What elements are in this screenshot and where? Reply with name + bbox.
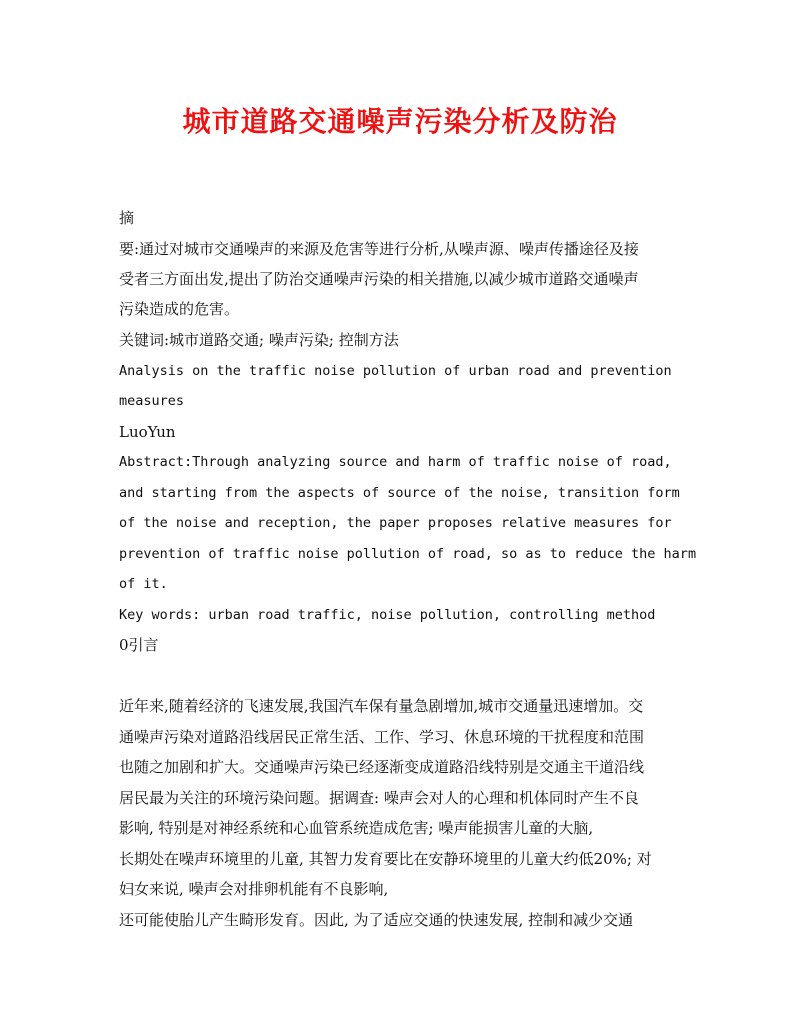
intro-line: 还可能使胎儿产生畸形发育。因此, 为了适应交通的快速发展, 控制和减少交通 [119, 911, 634, 929]
cn-abstract-label: 摘 [119, 209, 135, 227]
intro-line: 居民最为关注的环境污染问题。据调查: 噪声会对人的心理和机体同时产生不良 [119, 789, 639, 807]
cn-keywords: 关键词:城市道路交通; 噪声污染; 控制方法 [119, 331, 399, 349]
intro-line: 通噪声污染对道路沿线居民正常生活、工作、学习、休息环境的干扰程度和范围 [119, 728, 645, 746]
intro-line: 近年来,随着经济的飞速发展,我国汽车保有量急剧增加,城市交通量迅速增加。交 [119, 697, 644, 715]
section-heading: 0引言 [119, 636, 159, 654]
en-abstract-line: and starting from the aspects of source of the noise, transition form [119, 485, 680, 501]
author-name: LuoYun [119, 423, 176, 441]
en-keywords: Key words: urban road traffic, noise pollution, controlling method [119, 607, 656, 623]
en-title-line: Analysis on the traffic noise pollution of urban road and prevention [119, 363, 672, 379]
en-abstract-line: prevention of traffic noise pollution of road, so as to reduce the harm [119, 546, 697, 562]
cn-abstract-line: 污染造成的危害。 [119, 300, 240, 318]
en-abstract-line: of it. [119, 576, 168, 592]
en-title-line: measures [119, 393, 185, 409]
intro-line: 也随之加剧和扩大。交通噪声污染已经逐渐变成道路沿线特别是交通主干道沿线 [119, 758, 645, 776]
intro-line: 妇女来说, 噪声会对排卵机能有不良影响, [119, 880, 389, 898]
document-title: 城市道路交通噪声污染分析及防治 [182, 105, 618, 138]
intro-line: 长期处在噪声环境里的儿童, 其智力发育要比在安静环境里的儿童大约低20%; 对 [119, 850, 652, 868]
en-abstract-line: Abstract:Through analyzing source and harm of traffic noise of road, [119, 454, 672, 470]
cn-abstract-line: 受者三方面出发,提出了防治交通噪声污染的相关措施,以减少城市道路交通噪声 [119, 270, 639, 288]
en-abstract-line: of the noise and reception, the paper proposes relative measures for [119, 515, 672, 531]
intro-line: 影响, 特别是对神经系统和心血管系统造成危害; 噪声能损害儿童的大脑, [119, 819, 594, 837]
cn-abstract-line: 要:通过对城市交通噪声的来源及危害等进行分析,从噪声源、噪声传播途径及接 [119, 240, 639, 258]
